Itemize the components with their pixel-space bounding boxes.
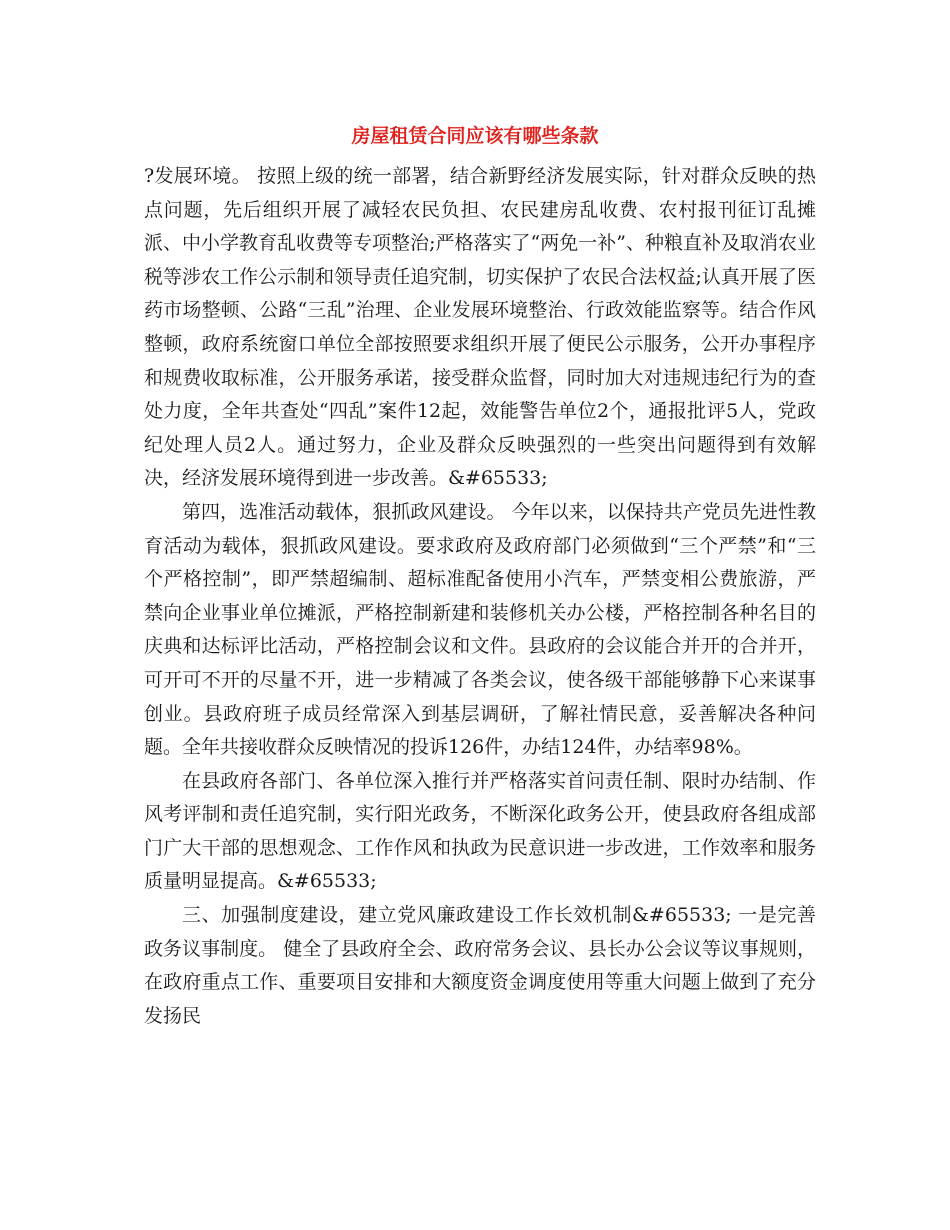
paragraph-4: 三、加强制度建设，建立党风廉政建设工作长效机制&#65533; 一是完善政务议事制度。 健全了县政府全会、政府常务会议、县长办公会议等议事规则，在政府重点工作、重要项目安排和大额度资金调度使用等重大问题上做到了充分发扬民 xyxy=(144,904,816,1027)
paragraph-2: 第四，选准活动载体，狠抓政风建设。 今年以来，以保持共产党员先进性教育活动为载体，狠抓政风建设。要求政府及政府部门必须做到“三个严禁”和“三个严格控制”，即严禁超编制、超标准配备使用小汽车，严禁变相公费旅游，严禁向企业事业单位摊派，严格控制新建和装修机关办公楼，严格控制各种名目的庆典和达标评比活动，严格控制会议和文件。县政府的会议能合并开的合并开，可开可不开的尽量不开，进一步精减了各类会议，使各级干部能够静下心来谋事创业。县政府班子成员经常深入到基层调研，了解社情民意，妥善解决各种问题。全年共接收群众反映情况的投诉126件，办结124件，办结率98%。 xyxy=(144,500,816,759)
paragraph-1: ?发展环境。 按照上级的统一部署，结合新野经济发展实际，针对群众反映的热点问题，先后组织开展了减轻农民负担、农民建房乱收费、农村报刊征订乱摊派、中小学教育乱收费等专项整治;严格落实了“两免一补”、种粮直补及取消农业税等涉农工作公示制和领导责任追究制，切实保护了农民合法权益;认真开展了医药市场整顿、公路“三乱”治理、企业发展环境整治、行政效能监察等。结合作风整顿，政府系统窗口单位全部按照要求组织开展了便民公示服务，公开办事程序和规费收取标准，公开服务承诺，接受群众监督，同时加大对违规违纪行为的查处力度，全年共查处“四乱”案件12起，效能警告单位2个，通报批评5人，党政纪处理人员2人。通过努力，企业及群众反映强烈的一些突出问题得到有效解决，经济发展环境得到进一步改善。&#65533; xyxy=(144,165,816,490)
document-title: 房屋租赁合同应该有哪些条款 xyxy=(351,125,599,147)
paragraph-3: 在县政府各部门、各单位深入推行并严格落实首问责任制、限时办结制、作风考评制和责任追究制，实行阳光政务，不断深化政务公开，使县政府各组成部门广大干部的思想观念、工作作风和执政为民意识进一步改进，工作效率和服务质量明显提高。&#65533; xyxy=(144,769,816,893)
document-body xyxy=(144,160,816,1033)
